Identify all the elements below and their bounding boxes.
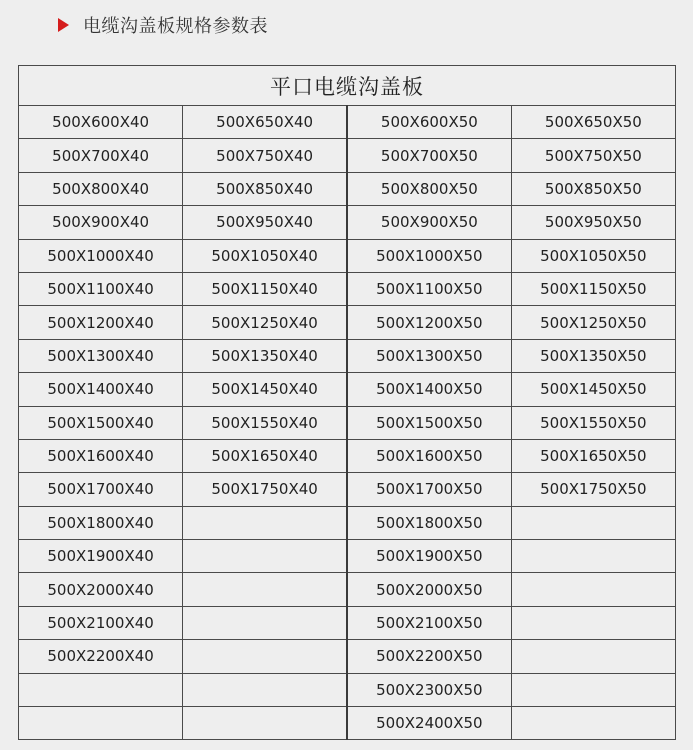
table-cell — [511, 606, 675, 639]
table-cell — [183, 707, 347, 740]
table-cell: 500X2200X50 — [347, 640, 511, 673]
table-cell: 500X1200X50 — [347, 306, 511, 339]
table-cell: 500X1200X40 — [19, 306, 183, 339]
table-cell: 500X650X50 — [511, 106, 675, 139]
table-cell: 500X1650X40 — [183, 439, 347, 472]
table-cell: 500X900X40 — [19, 206, 183, 239]
table-row — [19, 272, 676, 305]
table-row — [19, 606, 676, 639]
table-cell: 500X1550X50 — [511, 406, 675, 439]
table-cell — [511, 540, 675, 573]
table-cell: 500X700X50 — [347, 139, 511, 172]
table-row — [19, 106, 676, 139]
table-cell: 500X1500X40 — [19, 406, 183, 439]
table-cell — [183, 506, 347, 539]
table-cell: 500X800X40 — [19, 172, 183, 205]
table-cell — [183, 540, 347, 573]
table-cell: 500X900X50 — [347, 206, 511, 239]
table-cell: 500X1150X40 — [183, 272, 347, 305]
table-cell: 500X1400X40 — [19, 373, 183, 406]
table-row — [19, 506, 676, 539]
table-cell: 500X600X40 — [19, 106, 183, 139]
table-title: 平口电缆沟盖板 — [19, 66, 676, 106]
table-cell: 500X1000X40 — [19, 239, 183, 272]
table-cell: 500X1050X40 — [183, 239, 347, 272]
table-cell: 500X1600X50 — [347, 439, 511, 472]
table-cell: 500X1250X40 — [183, 306, 347, 339]
table-cell: 500X1350X50 — [511, 339, 675, 372]
table-cell: 500X1550X40 — [183, 406, 347, 439]
spec-table — [18, 65, 676, 740]
section-header — [58, 10, 268, 40]
table-cell: 500X650X40 — [183, 106, 347, 139]
page-title: 电缆沟盖板规格参数表 — [83, 16, 268, 37]
table-cell: 500X1600X40 — [19, 439, 183, 472]
table-cell: 500X2000X50 — [347, 573, 511, 606]
table-cell: 500X1400X50 — [347, 373, 511, 406]
table-cell: 500X1250X50 — [511, 306, 675, 339]
table-cell — [511, 707, 675, 740]
table-cell: 500X600X50 — [347, 106, 511, 139]
table-row — [19, 172, 676, 205]
table-cell: 500X1800X40 — [19, 506, 183, 539]
table-cell: 500X1050X50 — [511, 239, 675, 272]
table-cell — [19, 673, 183, 706]
table-row — [19, 406, 676, 439]
table-cell: 500X1000X50 — [347, 239, 511, 272]
table-cell: 500X2100X40 — [19, 606, 183, 639]
table-row — [19, 640, 676, 673]
table-cell: 500X850X50 — [511, 172, 675, 205]
table-row — [19, 373, 676, 406]
table-cell — [511, 673, 675, 706]
table-row — [19, 673, 676, 706]
table-cell: 500X1700X40 — [19, 473, 183, 506]
table-cell: 500X1800X50 — [347, 506, 511, 539]
table-row — [19, 540, 676, 573]
table-cell: 500X1100X50 — [347, 272, 511, 305]
table-cell: 500X1900X40 — [19, 540, 183, 573]
table-cell — [183, 573, 347, 606]
table-cell — [183, 673, 347, 706]
table-title-row — [19, 66, 676, 106]
table-cell — [511, 573, 675, 606]
table-cell: 500X1500X50 — [347, 406, 511, 439]
table-cell: 500X1700X50 — [347, 473, 511, 506]
table-cell: 500X1900X50 — [347, 540, 511, 573]
spec-table-body — [19, 106, 676, 740]
table-cell: 500X1450X50 — [511, 373, 675, 406]
table-cell: 500X2100X50 — [347, 606, 511, 639]
table-cell: 500X2200X40 — [19, 640, 183, 673]
table-row — [19, 206, 676, 239]
table-row — [19, 239, 676, 272]
table-cell: 500X950X50 — [511, 206, 675, 239]
table-cell — [183, 606, 347, 639]
table-cell — [19, 707, 183, 740]
table-cell: 500X1750X40 — [183, 473, 347, 506]
table-cell: 500X2000X40 — [19, 573, 183, 606]
table-cell: 500X1300X40 — [19, 339, 183, 372]
table-cell: 500X1150X50 — [511, 272, 675, 305]
table-cell: 500X1450X40 — [183, 373, 347, 406]
table-row — [19, 306, 676, 339]
table-cell: 500X700X40 — [19, 139, 183, 172]
table-cell: 500X750X50 — [511, 139, 675, 172]
table-cell: 500X2400X50 — [347, 707, 511, 740]
table-row — [19, 439, 676, 472]
table-cell: 500X1750X50 — [511, 473, 675, 506]
table-row — [19, 139, 676, 172]
table-row — [19, 473, 676, 506]
table-cell: 500X950X40 — [183, 206, 347, 239]
table-cell — [511, 640, 675, 673]
table-cell: 500X1100X40 — [19, 272, 183, 305]
table-row — [19, 573, 676, 606]
table-row — [19, 339, 676, 372]
play-arrow-icon — [58, 18, 69, 32]
table-cell: 500X1300X50 — [347, 339, 511, 372]
table-cell: 500X800X50 — [347, 172, 511, 205]
table-cell — [511, 506, 675, 539]
table-cell: 500X1650X50 — [511, 439, 675, 472]
table-row — [19, 707, 676, 740]
table-cell: 500X750X40 — [183, 139, 347, 172]
table-cell: 500X1350X40 — [183, 339, 347, 372]
table-cell: 500X850X40 — [183, 172, 347, 205]
table-cell: 500X2300X50 — [347, 673, 511, 706]
table-cell — [183, 640, 347, 673]
